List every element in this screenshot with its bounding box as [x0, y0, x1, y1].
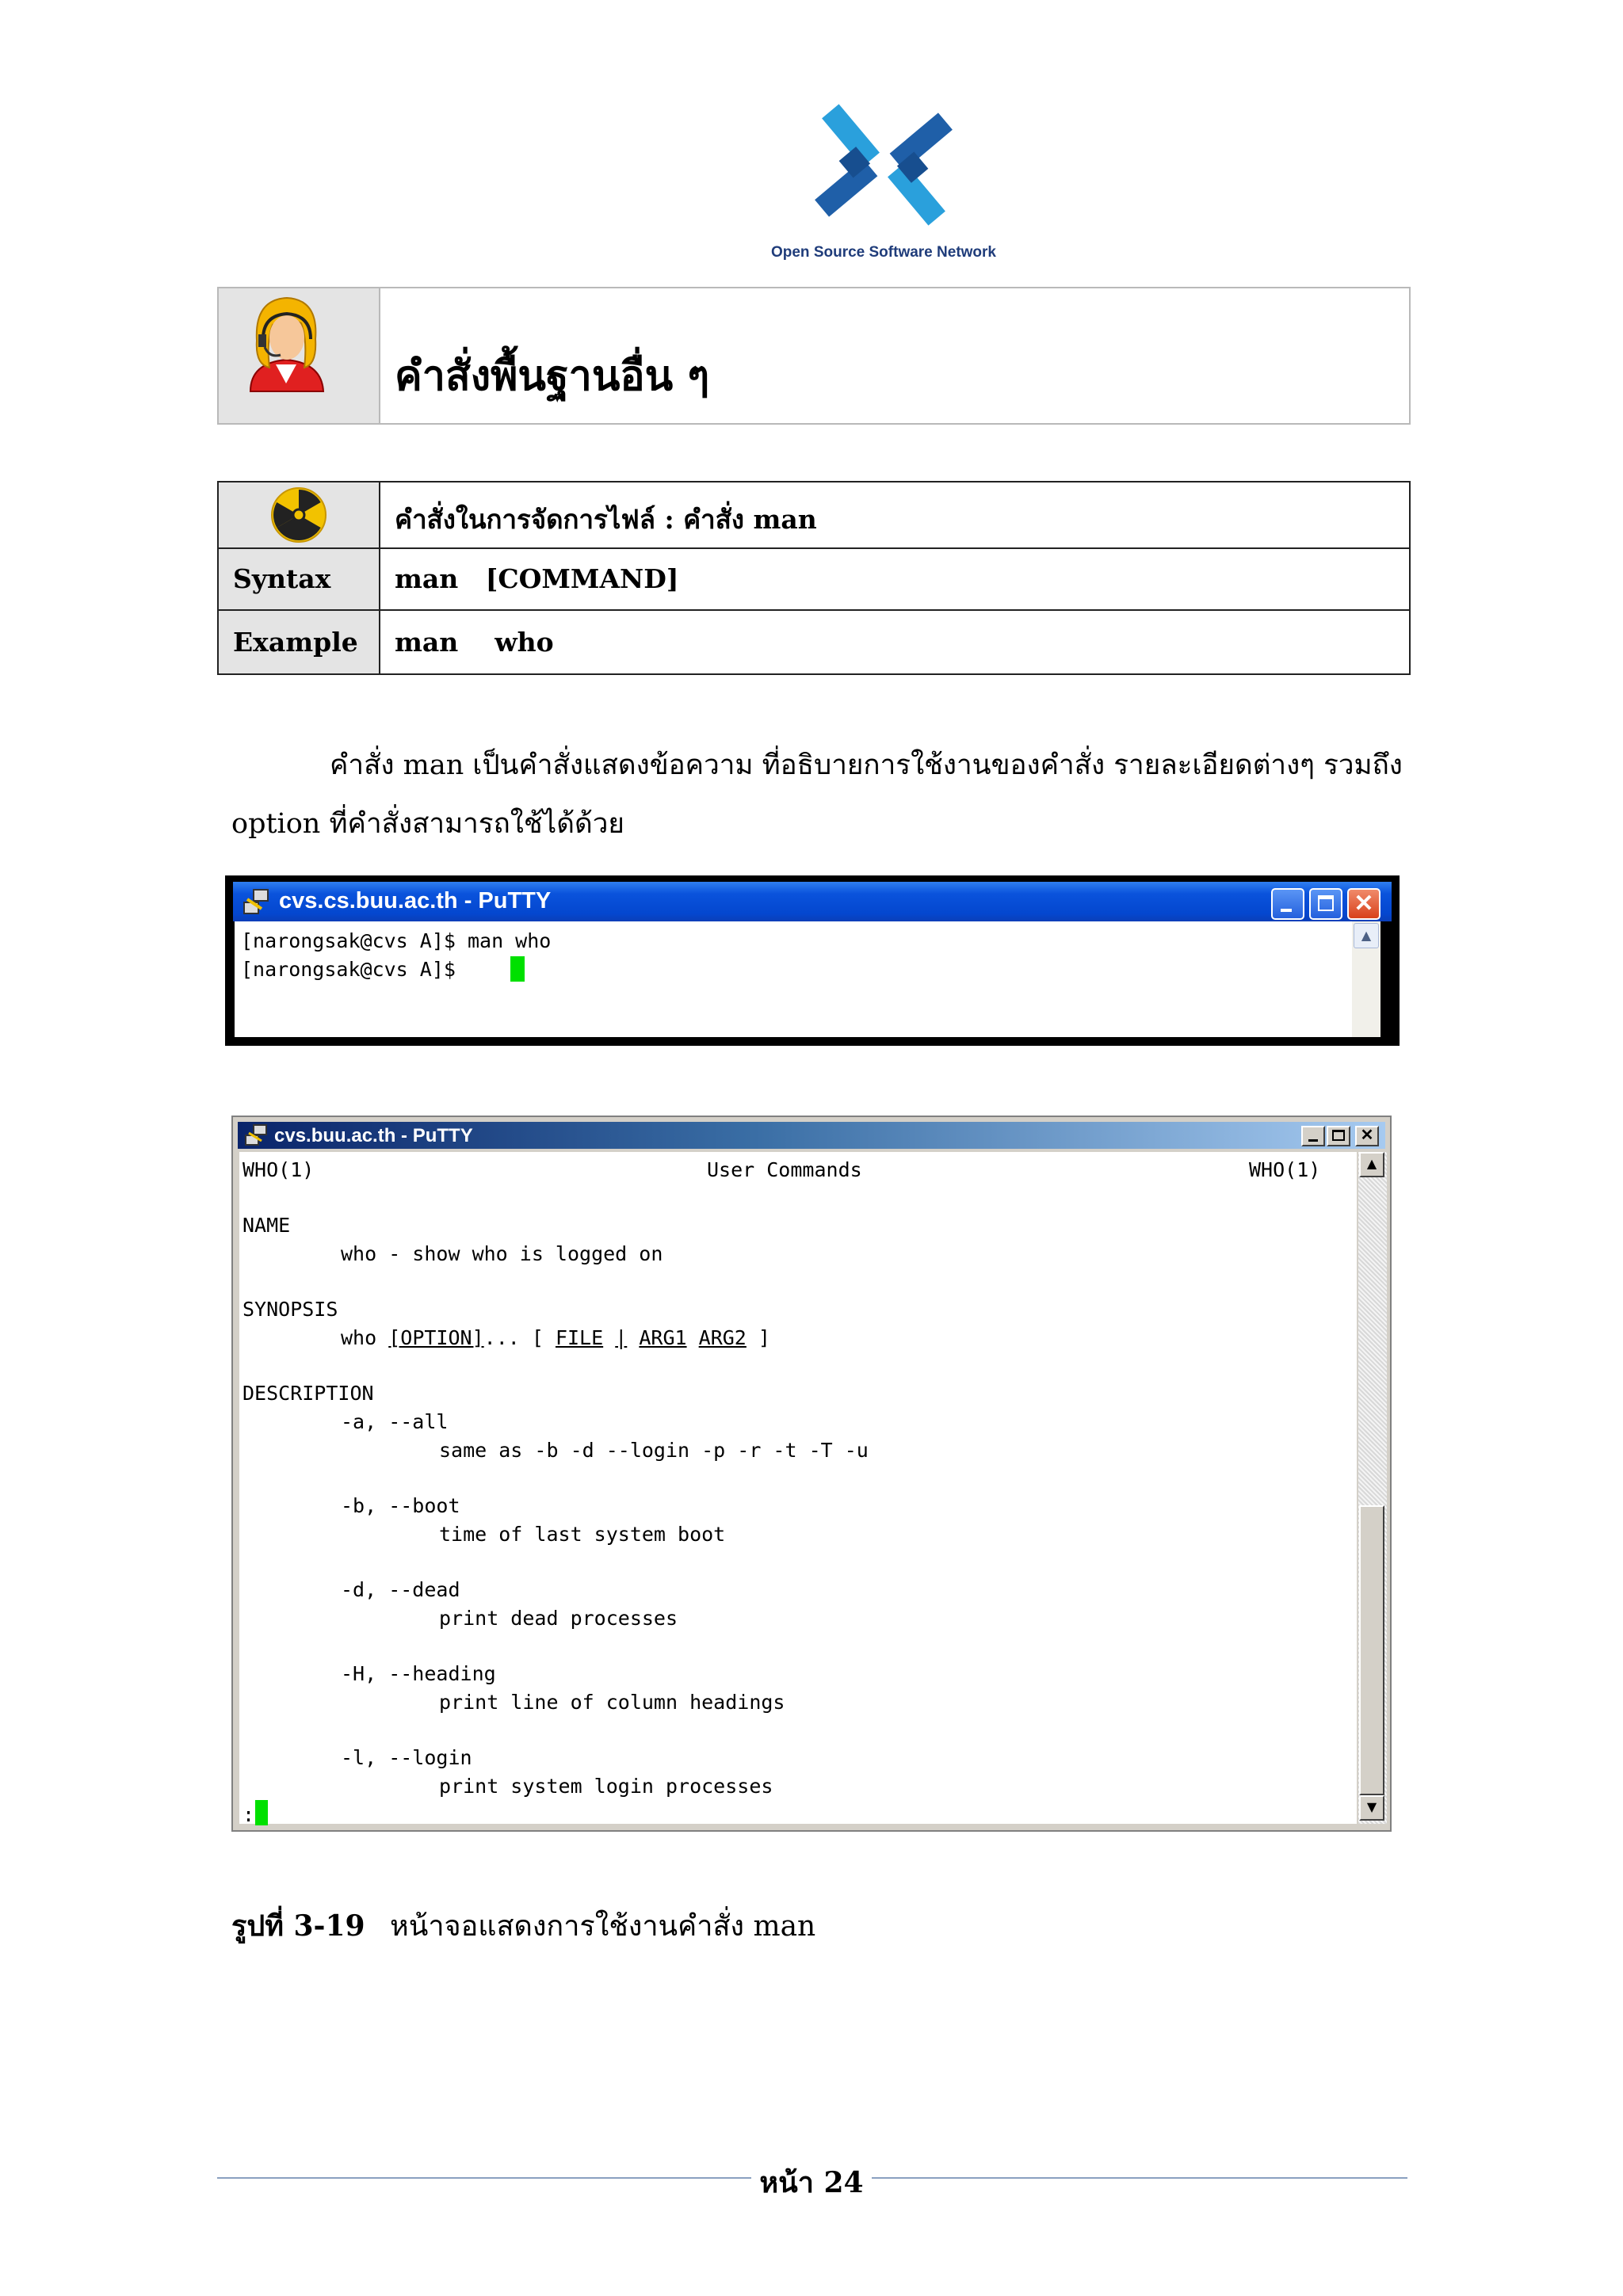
- logo-text: Open Source Software Network: [770, 244, 996, 261]
- page-number: หน้า 24: [759, 2166, 864, 2199]
- example-value-cell: [380, 611, 1409, 673]
- command-heading-cell: [380, 482, 1409, 547]
- window-title: cvs.cs.buu.ac.th - PuTTY: [279, 888, 552, 913]
- man-section-heading: NAME: [242, 1214, 291, 1237]
- option-flag: -d, --dead: [341, 1578, 460, 1601]
- option-flag: -H, --heading: [341, 1662, 496, 1685]
- man-header-right: WHO(1): [1249, 1158, 1321, 1181]
- scroll-up-icon[interactable]: ▲: [1354, 923, 1379, 948]
- radiation-icon: [269, 486, 328, 544]
- maximize-button[interactable]: [1327, 1126, 1350, 1146]
- option-desc: print line of column headings: [439, 1691, 785, 1714]
- window-titlebar[interactable]: [233, 882, 1392, 921]
- man-synopsis: who [OPTION]... [ FILE | ARG1 ARG2 ]: [341, 1326, 770, 1349]
- support-agent-icon: [235, 292, 338, 395]
- minimize-button[interactable]: [1301, 1126, 1325, 1146]
- chapter-title: คำสั่งพื้นฐานอื่น ๆ: [395, 352, 710, 400]
- scroll-up-icon[interactable]: ▲: [1359, 1152, 1384, 1177]
- pager-prompt: :: [242, 1803, 255, 1826]
- table-row: [219, 611, 1409, 673]
- terminal-line: [narongsak@cvs A]$ man who: [241, 929, 552, 952]
- radiation-icon-cell: [219, 482, 380, 547]
- scrollbar[interactable]: [1352, 921, 1381, 1037]
- terminal-line: [narongsak@cvs A]$: [241, 958, 468, 981]
- command-heading: คำสั่งในการจัดการไฟล์ : คำสั่ง man: [395, 504, 817, 535]
- syntax-value-cell: [380, 549, 1409, 609]
- terminal-cursor: [510, 956, 525, 982]
- close-button[interactable]: ✕: [1347, 888, 1381, 920]
- option-desc: print system login processes: [439, 1775, 773, 1798]
- scroll-down-icon[interactable]: ▼: [1359, 1795, 1384, 1821]
- table-row: [219, 549, 1409, 611]
- putty-window-1: [225, 875, 1400, 1046]
- syntax-label: Syntax: [233, 563, 331, 594]
- option-flag: -a, --all: [341, 1410, 449, 1433]
- putty-icon: [244, 1123, 269, 1147]
- syntax-label-cell: [219, 549, 380, 609]
- terminal-area[interactable]: [235, 921, 1374, 1037]
- chapter-header: [217, 287, 1411, 425]
- figure-label: รูปที่ 3-19: [231, 1909, 365, 1943]
- man-header-center: User Commands: [707, 1158, 862, 1181]
- option-desc: same as -b -d --login -p -r -t -T -u: [439, 1439, 869, 1462]
- putty-window-2: [231, 1116, 1392, 1832]
- maximize-button[interactable]: [1309, 888, 1342, 920]
- terminal-cursor: [255, 1800, 268, 1825]
- paragraph-line-1: คำสั่ง man เป็นคำสั่งแสดงข้อความ ที่อธิบายการใช้งานของคำสั่ง รายละเอียดต่างๆ รวมถึง: [330, 749, 1403, 781]
- table-row: [219, 482, 1409, 549]
- man-text: who - show who is logged on: [341, 1242, 663, 1265]
- close-button[interactable]: ✕: [1355, 1126, 1379, 1146]
- putty-icon: [242, 888, 271, 917]
- example-label: Example: [233, 627, 358, 658]
- option-desc: print dead processes: [439, 1607, 678, 1630]
- example-label-cell: [219, 611, 380, 673]
- terminal-area[interactable]: [239, 1152, 1357, 1824]
- chapter-icon-cell: [219, 288, 380, 423]
- footer-rule: [872, 2177, 1407, 2179]
- command-table: [217, 481, 1411, 675]
- window-title: cvs.buu.ac.th - PuTTY: [274, 1125, 473, 1146]
- window-titlebar[interactable]: [238, 1122, 1385, 1149]
- man-section-heading: SYNOPSIS: [242, 1298, 338, 1321]
- footer-rule: [217, 2177, 751, 2179]
- example-value: man who: [395, 627, 554, 658]
- syntax-value: man [COMMAND]: [395, 563, 679, 594]
- man-header-left: WHO(1): [242, 1158, 315, 1181]
- figure-text: หน้าจอแสดงการใช้งานคำสั่ง man: [390, 1910, 816, 1943]
- paragraph-line-2: option ที่คำสั่งสามารถใช้ได้ด้วย: [231, 808, 624, 840]
- figure-caption: [231, 1903, 815, 1948]
- scrollbar-thumb[interactable]: [1359, 1505, 1384, 1795]
- minimize-button[interactable]: [1271, 888, 1304, 920]
- option-flag: -l, --login: [341, 1746, 472, 1769]
- man-section-heading: DESCRIPTION: [242, 1382, 374, 1405]
- option-flag: -b, --boot: [341, 1494, 460, 1517]
- option-desc: time of last system boot: [439, 1523, 726, 1546]
